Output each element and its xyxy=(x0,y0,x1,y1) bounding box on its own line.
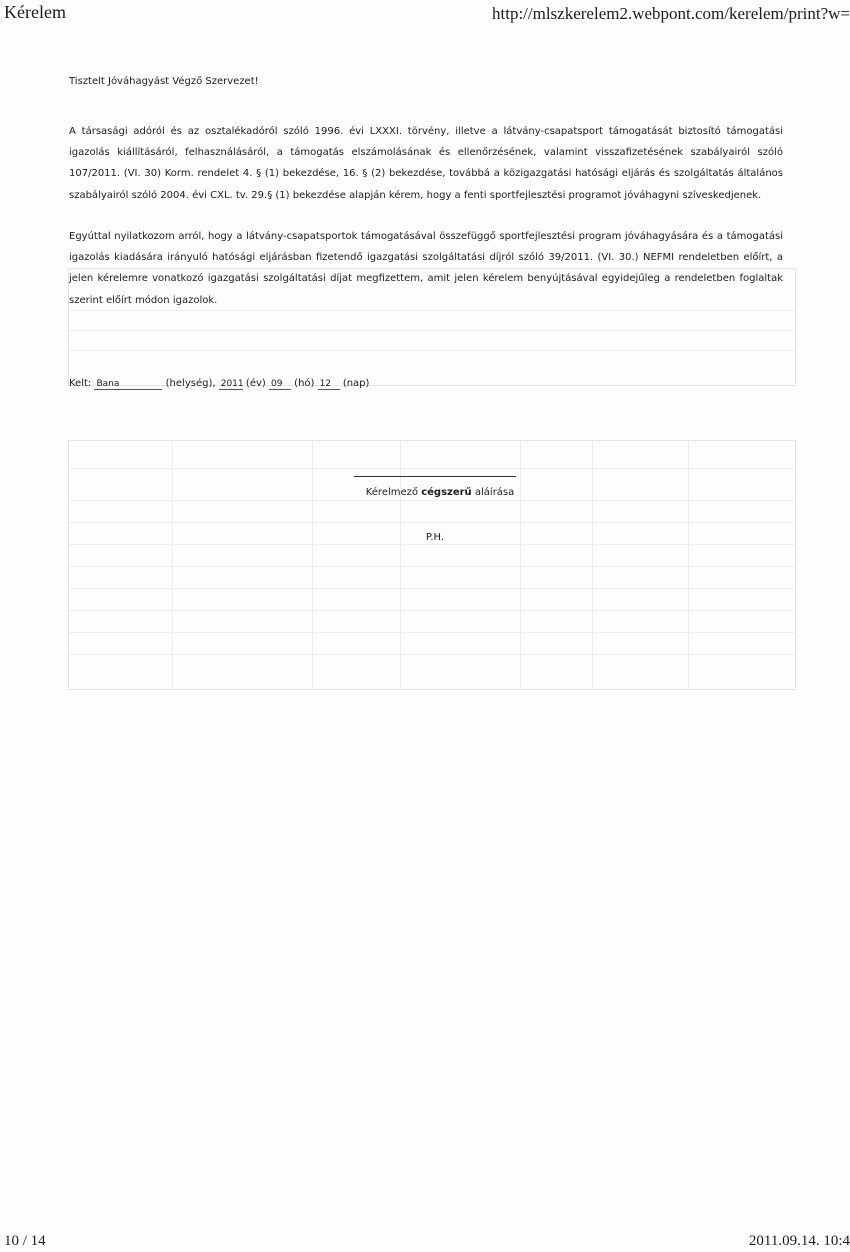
fee-declaration-paragraph: Egyúttal nyilatkozom arról, hogy a látvány-csapatsportok támogatásával összefüggő sportfejlesztési program jóváhagyására és a támogatási igazolás kiadására irányuló hatósági eljárásban fizetendő igazgatási szolgáltatási díjról szóló 39/2011. (VI. 30.) NEFMI rendeletben előírt, a jelen kérelemre vonatkozó igazgatási szolgáltatási díjat megfizettem, amit jelen kérelem benyújtásával egyidejűleg a rendeletben foglaltak szerint előírt módon igazolok. xyxy=(69,231,783,306)
date-place-line xyxy=(69,378,369,390)
place-label: (helység), xyxy=(165,378,216,389)
print-header-title: Kérelem xyxy=(4,2,66,22)
signature-caption xyxy=(340,487,540,498)
year-label: (év) xyxy=(245,378,266,389)
month-field: 09 xyxy=(269,379,291,390)
place-field: Bana xyxy=(94,379,162,390)
salutation: Tisztelt Jóváhagyást Végző Szervezet! xyxy=(69,76,259,87)
day-label: (nap) xyxy=(342,378,370,389)
signature-line xyxy=(354,476,516,477)
legal-basis-paragraph: A társasági adóról és az osztalékadóról szóló 1996. évi LXXXI. törvény, illetve a látvány-csapatsport támogatását biztosító támogatási igazolás kiállításáról, felhasználásáról, a támogatás elszámolásának és ellenőrzésének, valamint visszafizetésének szabályairól szóló 107/2011. (VI. 30) Korm. rendelet 4. § (1) bekezdése, 16. § (2) bekezdése, továbbá a közigazgatási hatósági eljárás és szolgáltatás általános szabályairól szóló 2004. évi CXL. tv. 29.§ (1) bekezdése alapján kérem, hogy a fenti sportfejlesztési programot jóváhagyni szíveskedjenek. xyxy=(69,126,783,201)
year-field: 2011 xyxy=(220,379,244,389)
print-footer-page-number: 10 / 14 xyxy=(4,1233,46,1249)
signature-caption-bold: cégszerű xyxy=(421,487,472,498)
print-footer-datetime: 2011.09.14. 10:4 xyxy=(748,1233,850,1249)
print-header-url: http://mlszkerelem2.webpont.com/kerelem/print?w= xyxy=(492,4,850,23)
stamp-placeholder: P.H. xyxy=(425,532,445,543)
signature-caption-prefix: Kérelmező xyxy=(365,487,419,498)
signature-caption-suffix: aláírása xyxy=(474,487,515,498)
month-label: (hó) xyxy=(294,378,315,389)
kelt-label: Kelt: xyxy=(69,378,92,389)
day-field: 12 xyxy=(318,379,340,390)
